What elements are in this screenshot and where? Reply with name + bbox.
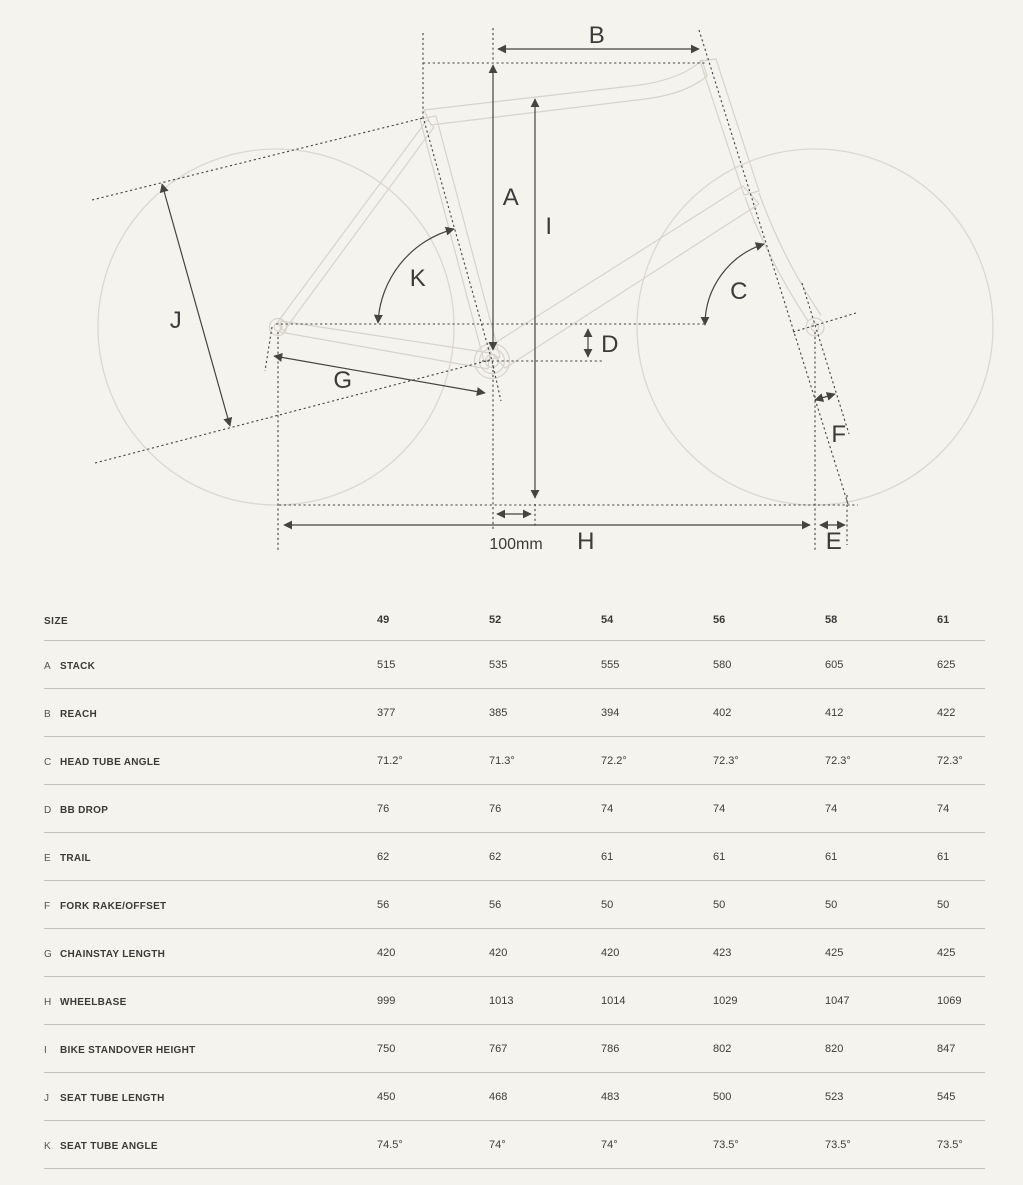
row-value: 76 <box>489 802 502 815</box>
row-value: 73.5° <box>825 1138 851 1151</box>
geometry-table <box>0 600 1023 1169</box>
row-value: 555 <box>601 658 620 671</box>
row-value: 72.2° <box>601 754 627 767</box>
row-value: 61 <box>825 850 838 863</box>
row-name: STACK <box>60 660 96 672</box>
dim-forkrake-F <box>815 394 835 400</box>
row-value: 74 <box>825 802 838 815</box>
row-letter: D <box>44 804 52 816</box>
row-value: 50 <box>713 898 726 911</box>
row-value: 545 <box>937 1090 956 1103</box>
bike-geometry-diagram <box>0 0 1023 580</box>
row-value: 423 <box>713 946 732 959</box>
row-value: 802 <box>713 1042 732 1055</box>
row-name: REACH <box>60 708 98 720</box>
column-header-3: 54 <box>601 614 614 626</box>
row-value: 62 <box>489 850 502 863</box>
geometry-drawing <box>0 0 1023 580</box>
fork-offset-parallel <box>802 283 849 434</box>
column-header-6: 61 <box>937 614 950 626</box>
fork-blade <box>745 193 821 321</box>
seat-tube-axis <box>423 33 501 401</box>
row-value: 420 <box>377 946 396 959</box>
seat-top-perpendicular <box>92 118 423 200</box>
row-value: 1029 <box>713 994 738 1007</box>
row-value: 62 <box>377 850 390 863</box>
row-value: 625 <box>937 658 956 671</box>
row-value: 72.3° <box>713 754 739 767</box>
label-seat-tube-J: J <box>169 307 183 334</box>
row-value: 605 <box>825 658 844 671</box>
row-letter: B <box>44 708 51 720</box>
row-value: 61 <box>601 850 614 863</box>
row-value: 74 <box>601 802 614 815</box>
label-reach-B: B <box>588 22 606 49</box>
table-row <box>44 689 985 737</box>
row-value: 74° <box>601 1138 618 1151</box>
label-trail-E: E <box>825 528 843 555</box>
row-value: 580 <box>713 658 732 671</box>
row-value: 1069 <box>937 994 962 1007</box>
label-chainstay-G: G <box>333 367 353 394</box>
table-header-row <box>44 600 985 641</box>
row-value: 425 <box>825 946 844 959</box>
row-value: 50 <box>825 898 838 911</box>
top-tube <box>424 60 707 125</box>
row-value: 483 <box>601 1090 620 1103</box>
table-row <box>44 1025 985 1073</box>
column-header-2: 52 <box>489 614 502 626</box>
row-value: 61 <box>937 850 950 863</box>
row-value: 74° <box>489 1138 506 1151</box>
row-value: 425 <box>937 946 956 959</box>
row-value: 72.3° <box>937 754 963 767</box>
row-value: 74.5° <box>377 1138 403 1151</box>
row-value: 71.2° <box>377 754 403 767</box>
row-letter: C <box>44 756 52 768</box>
row-value: 385 <box>489 706 508 719</box>
label-wheelbase-H: H <box>577 528 595 555</box>
row-value: 412 <box>825 706 844 719</box>
row-name: TRAIL <box>60 852 91 864</box>
row-value: 820 <box>825 1042 844 1055</box>
row-name: SEAT TUBE LENGTH <box>60 1092 165 1104</box>
row-value: 61 <box>713 850 726 863</box>
size-column-header: SIZE <box>44 616 69 627</box>
axle-perpendicular <box>793 313 856 332</box>
head-tube <box>700 59 759 195</box>
row-value: 515 <box>377 658 396 671</box>
chainstay <box>280 321 490 369</box>
chainstay-end-tick <box>265 327 272 371</box>
row-value: 394 <box>601 706 620 719</box>
row-value: 786 <box>601 1042 620 1055</box>
row-letter: J <box>44 1092 49 1104</box>
row-letter: I <box>44 1044 47 1056</box>
label-bb-drop-D: D <box>601 331 619 358</box>
row-letter: A <box>44 660 51 672</box>
row-value: 73.5° <box>937 1138 963 1151</box>
row-value: 750 <box>377 1042 396 1055</box>
table-row <box>44 977 985 1025</box>
bb-perpendicular <box>95 360 490 463</box>
row-name: WHEELBASE <box>60 996 127 1008</box>
table-row <box>44 833 985 881</box>
steering-axis <box>699 30 848 504</box>
table-row <box>44 641 985 689</box>
row-value: 420 <box>489 946 508 959</box>
row-value: 76 <box>377 802 390 815</box>
row-value: 73.5° <box>713 1138 739 1151</box>
row-value: 422 <box>937 706 956 719</box>
row-letter: G <box>44 948 52 960</box>
table-row <box>44 1073 985 1121</box>
seat-stay <box>277 120 434 331</box>
row-value: 767 <box>489 1042 508 1055</box>
table-row <box>44 737 985 785</box>
row-letter: H <box>44 996 52 1008</box>
row-name: HEAD TUBE ANGLE <box>60 756 161 768</box>
row-value: 71.3° <box>489 754 515 767</box>
table-row <box>44 929 985 977</box>
label-stack-A: A <box>502 184 520 211</box>
row-value: 1014 <box>601 994 626 1007</box>
row-value: 535 <box>489 658 508 671</box>
row-name: BB DROP <box>60 804 109 816</box>
table-body <box>0 641 1023 1169</box>
label-100mm-note: 100mm <box>489 536 543 553</box>
row-letter: E <box>44 852 51 864</box>
row-value: 74 <box>713 802 726 815</box>
column-header-1: 49 <box>377 614 390 626</box>
down-tube <box>487 186 759 368</box>
label-head-angle-C: C <box>730 278 748 305</box>
label-seat-angle-K: K <box>409 265 427 292</box>
row-value: 74 <box>937 802 950 815</box>
row-value: 56 <box>489 898 502 911</box>
row-value: 50 <box>601 898 614 911</box>
column-header-4: 56 <box>713 614 726 626</box>
table-row <box>44 1121 985 1169</box>
row-name: FORK RAKE/OFFSET <box>60 900 167 912</box>
table-row <box>44 881 985 929</box>
rear-wheel <box>98 149 454 505</box>
row-value: 377 <box>377 706 396 719</box>
dim-chainstay-G <box>274 356 485 393</box>
label-fork-rake-F: F <box>831 421 847 448</box>
row-value: 1013 <box>489 994 514 1007</box>
dim-seattube-J <box>162 184 230 426</box>
row-name: CHAINSTAY LENGTH <box>60 948 166 960</box>
row-value: 450 <box>377 1090 396 1103</box>
wheels <box>98 149 993 505</box>
row-value: 523 <box>825 1090 844 1103</box>
row-value: 999 <box>377 994 396 1007</box>
row-value: 420 <box>601 946 620 959</box>
column-header-5: 58 <box>825 614 838 626</box>
row-value: 72.3° <box>825 754 851 767</box>
row-value: 56 <box>377 898 390 911</box>
row-value: 847 <box>937 1042 956 1055</box>
table-row <box>44 785 985 833</box>
row-letter: K <box>44 1140 51 1152</box>
row-value: 402 <box>713 706 732 719</box>
row-value: 50 <box>937 898 950 911</box>
row-name: SEAT TUBE ANGLE <box>60 1140 158 1152</box>
row-letter: F <box>44 900 51 912</box>
row-name: BIKE STANDOVER HEIGHT <box>60 1044 196 1056</box>
row-value: 468 <box>489 1090 508 1103</box>
label-standover-I: I <box>545 213 553 240</box>
row-value: 500 <box>713 1090 732 1103</box>
row-value: 1047 <box>825 994 850 1007</box>
